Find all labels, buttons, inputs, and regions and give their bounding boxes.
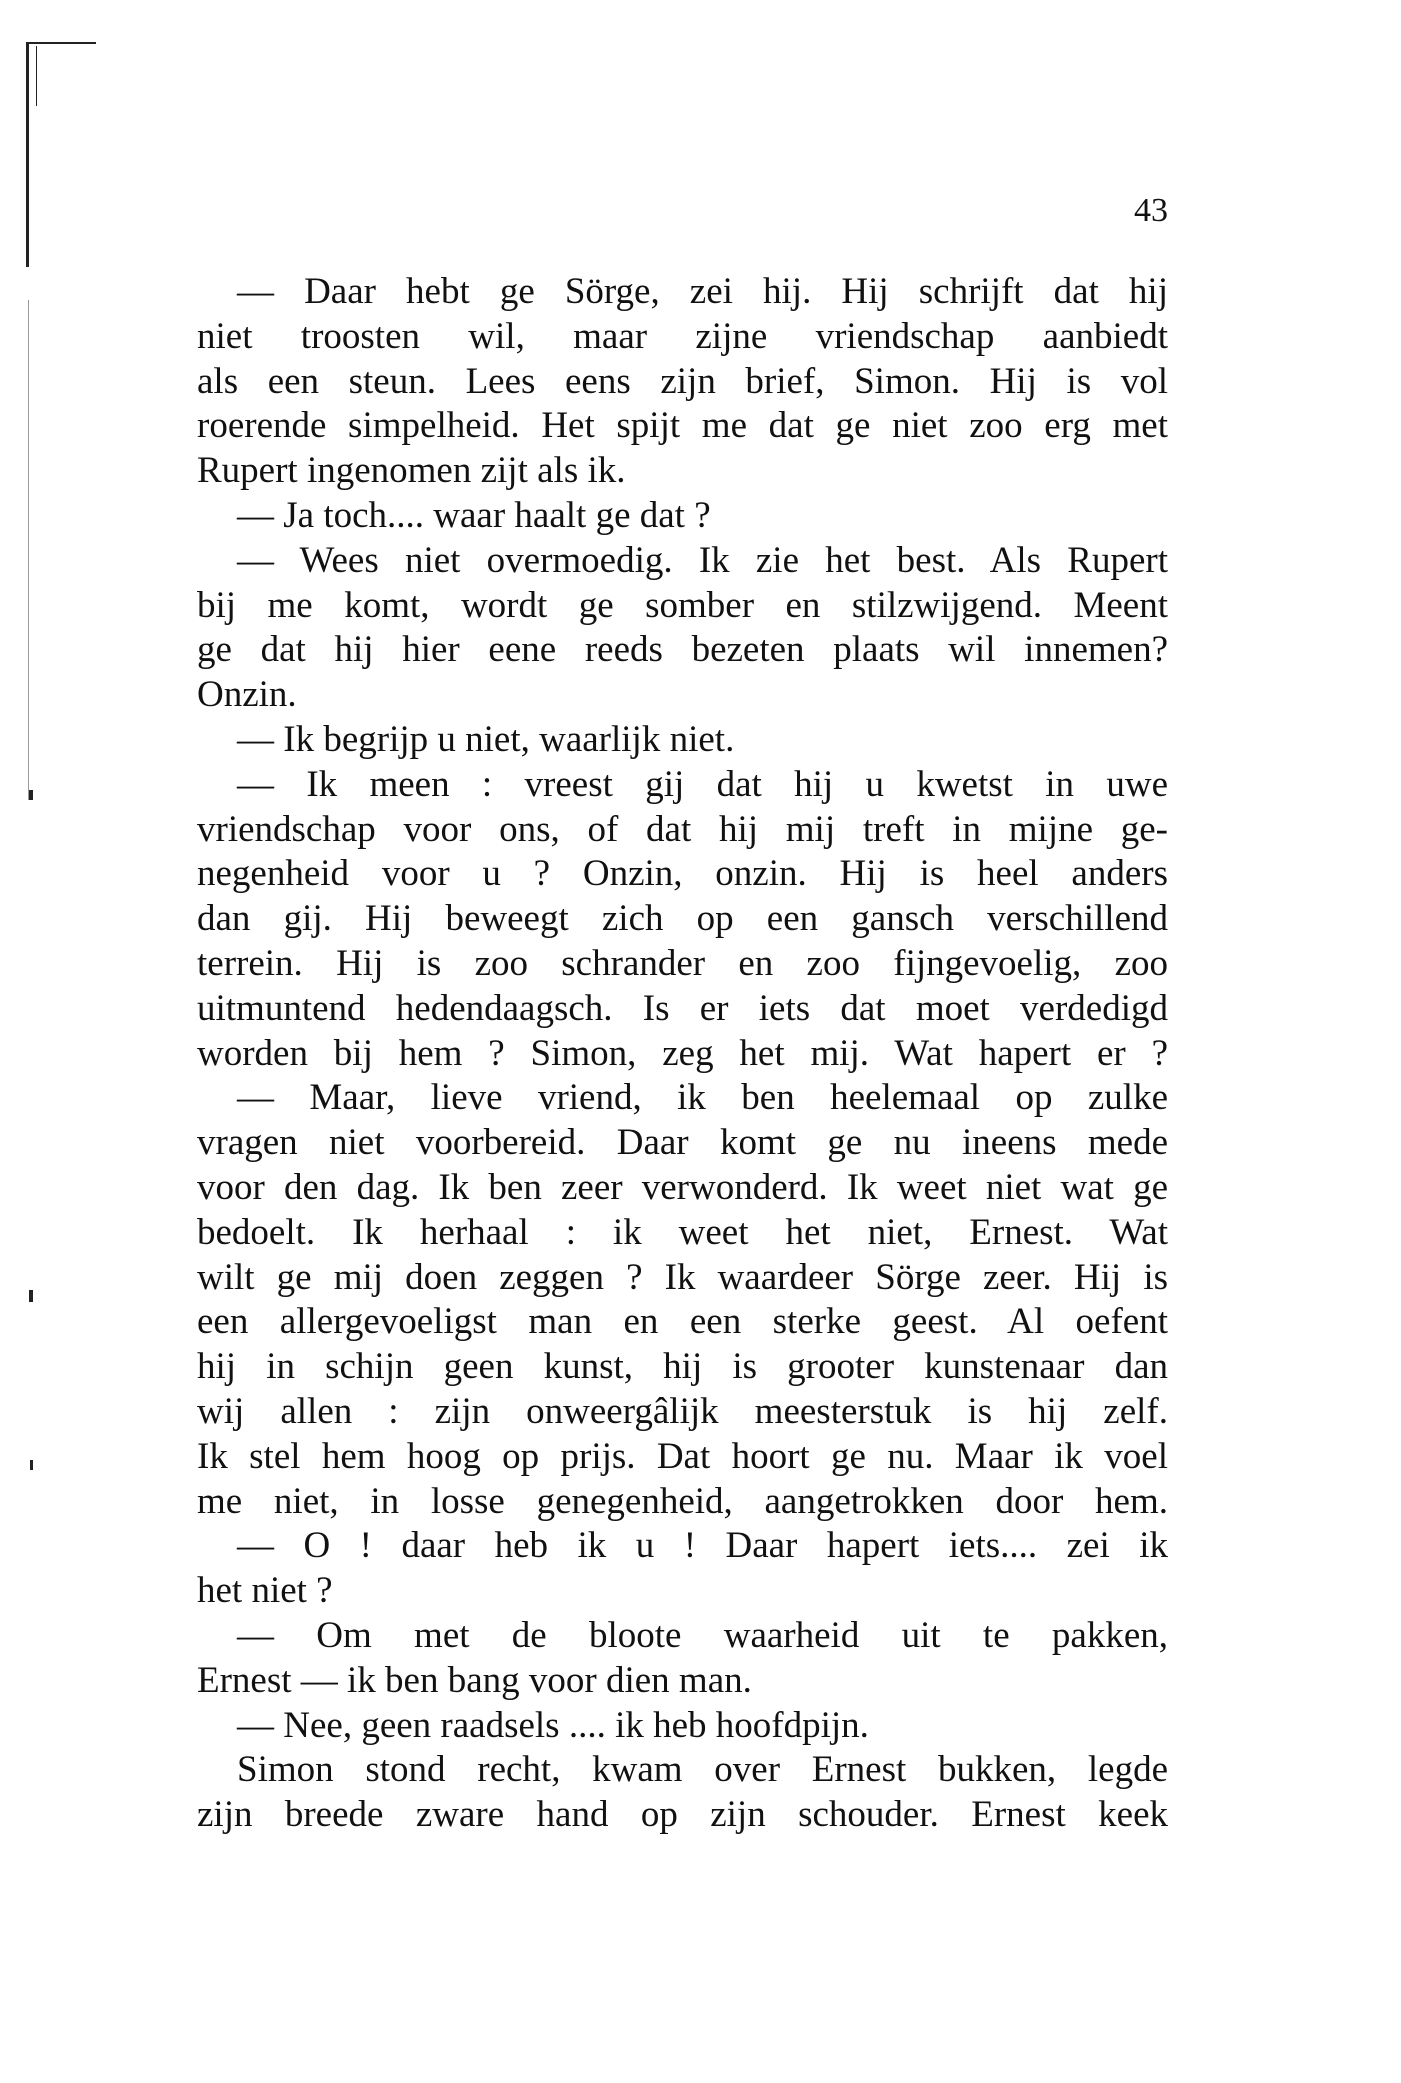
text-line: wij allen : zijn onweergâlijk meesterstuk is hij zelf. <box>197 1390 1168 1432</box>
text-line: bij me komt, wordt ge somber en stilzwijgend. Meent <box>197 584 1168 626</box>
text-line: Ik stel hem hoog op prijs. Dat hoort ge nu. Maar ik voel <box>197 1435 1168 1477</box>
scan-speck <box>30 1460 33 1470</box>
text-line: hij in schijn geen kunst, hij is grooter kunstenaar dan <box>197 1346 1168 1388</box>
text-line: worden bij hem ? Simon, zeg het mij. Wat hapert er ? <box>197 1032 1168 1074</box>
scan-speck <box>29 1290 33 1302</box>
text-line: Rupert ingenomen zijt als ik. <box>197 450 626 492</box>
text-line: als een steun. Lees eens zijn brief, Simon. Hij is vol <box>197 360 1168 402</box>
text-line: het niet ? <box>197 1570 333 1612</box>
text-line: Onzin. <box>197 674 297 716</box>
text-line: me niet, in losse genegenheid, aangetrokken door hem. <box>197 1480 1168 1522</box>
text-line: niet troosten wil, maar zijne vriendschap aanbiedt <box>197 315 1168 357</box>
text-line: — Ik meen : vreest gij dat hij u kwetst in uwe <box>237 763 1168 805</box>
text-line: — Wees niet overmoedig. Ik zie het best. Als Rupert <box>237 539 1168 581</box>
text-line: Simon stond recht, kwam over Ernest bukken, legde <box>237 1749 1168 1791</box>
body-text <box>197 270 1168 1838</box>
scan-speck <box>29 790 33 800</box>
text-line: — O ! daar heb ik u ! Daar hapert iets.... zei ik <box>237 1525 1168 1567</box>
text-line: zijn breede zware hand op zijn schouder. Ernest keek <box>197 1794 1168 1836</box>
page-number: 43 <box>1134 192 1168 229</box>
scan-border-left <box>26 42 29 267</box>
text-line: dan gij. Hij beweegt zich op een gansch verschillend <box>197 898 1168 940</box>
text-line: roerende simpelheid. Het spijt me dat ge niet zoo erg met <box>197 405 1168 447</box>
text-line: — Maar, lieve vriend, ik ben heelemaal op zulke <box>237 1077 1168 1119</box>
text-line: bedoelt. Ik herhaal : ik weet het niet, Ernest. Wat <box>197 1211 1168 1253</box>
scan-border-top <box>26 42 96 44</box>
text-line: uitmuntend hedendaagsch. Is er iets dat moet verdedigd <box>197 987 1168 1029</box>
text-line: negenheid voor u ? Onzin, onzin. Hij is heel anders <box>197 853 1168 895</box>
text-line: vriendschap voor ons, of dat hij mij treft in mijne ge- <box>197 808 1168 850</box>
text-line: voor den dag. Ik ben zeer verwonderd. Ik weet niet wat ge <box>197 1166 1168 1208</box>
text-line: Ernest — ik ben bang voor dien man. <box>197 1659 752 1701</box>
text-line: wilt ge mij doen zeggen ? Ik waardeer Sörge zeer. Hij is <box>197 1256 1168 1298</box>
text-line: — Om met de bloote waarheid uit te pakken, <box>237 1614 1168 1656</box>
text-line: — Ja toch.... waar haalt ge dat ? <box>237 494 711 536</box>
text-line: — Nee, geen raadsels .... ik heb hoofdpijn. <box>237 1704 869 1746</box>
text-line: een allergevoeligst man en een sterke geest. Al oefent <box>197 1301 1168 1343</box>
scan-edge-line <box>28 300 29 800</box>
text-line: terrein. Hij is zoo schrander en zoo fijngevoelig, zoo <box>197 942 1168 984</box>
text-line: — Ik begrijp u niet, waarlijk niet. <box>237 718 735 760</box>
scan-border-left-inner <box>36 46 37 106</box>
text-line: ge dat hij hier eene reeds bezeten plaats wil innemen? <box>197 629 1168 671</box>
text-line: — Daar hebt ge Sörge, zei hij. Hij schrijft dat hij <box>237 271 1168 312</box>
text-line: vragen niet voorbereid. Daar komt ge nu ineens mede <box>197 1122 1168 1164</box>
